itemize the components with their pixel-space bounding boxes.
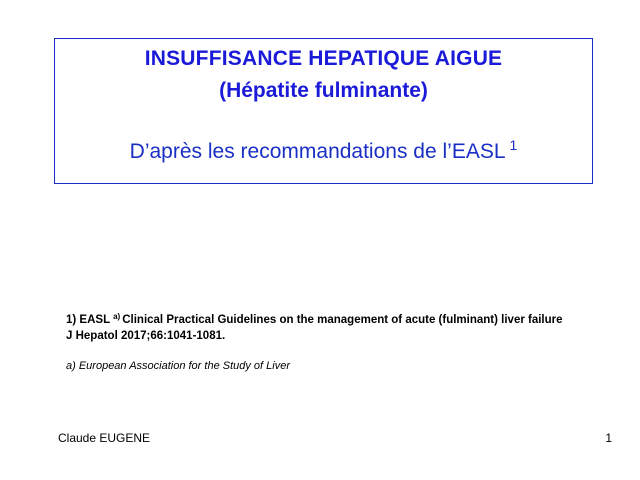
title-box	[54, 38, 593, 184]
reference-line2: J Hepatol 2017;66:1041-1081.	[66, 330, 226, 342]
reference-prefix-sup: a)	[113, 312, 121, 321]
reference-note: a) European Association for the Study of Liver	[66, 360, 290, 372]
reference-title: Clinical Practical Guidelines on the management of acute (fulminant) liver failure	[122, 314, 563, 326]
reference-prefix: 1) EASL	[66, 314, 111, 326]
page-number: 1	[605, 431, 612, 445]
slide-title: INSUFFISANCE HEPATIQUE AIGUE	[144, 47, 503, 70]
slide-subtitle	[55, 137, 592, 164]
reference-line1	[66, 309, 606, 328]
subtitle-text: D’après les recommandations de l’EASL	[129, 140, 506, 163]
subtitle-footnote-marker: 1	[509, 137, 518, 153]
reference-block	[66, 309, 606, 372]
slide-title-secondary: (Hépatite fulminante)	[219, 79, 428, 102]
footer-author: Claude EUGENE	[58, 431, 151, 445]
